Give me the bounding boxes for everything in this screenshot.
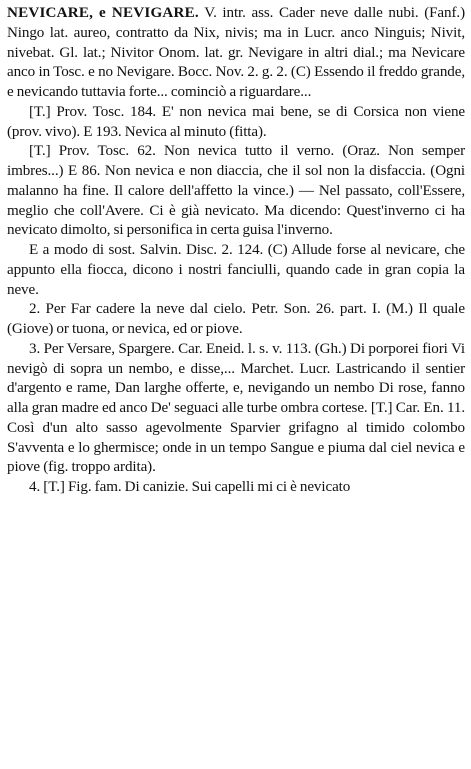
- entry-paragraph-3: [T.] Prov. Tosc. 62. Non nevica tutto il verno. (Oraz. Non semper imbres...) E 86. Non nevica e non diaccia, che il sol non la disfaccia. (Ogni malanno ha fine. Il calore dell'affetto la vince.) — Nel passato, coll'Essere, meglio che coll'Avere. Ci è già nevicato. Ma dicendo: Quest'inverno ci ha nevicato dimolto, si personifica in certa guisa l'inverno.: [7, 143, 465, 239]
- entry-sense-2: 2. Per Far cadere la neve dal cielo. Petr. Son. 26. part. I. (M.) Il quale (Giove) or tuona, or nevica, ed or piove.: [7, 301, 465, 337]
- entry-paragraph-4: E a modo di sost. Salvin. Disc. 2. 124. (C) Allude forse al nevicare, che appunto ella fiocca, dicono i nostri fanciulli, quando cade in gran copia la neve.: [7, 242, 465, 298]
- entry-sense-3: 3. Per Versare, Spargere. Car. Eneid. l. s. v. 113. (Gh.) Di porporei fiori Vi nevigò di sopra un nembo, e disse,... Marchet. Lucr. Lastricando il sentier d'argento e rame, Dan larghe offerte, e, nevigando un nembo Di rose, fanno alla gran madre ed anco De' seguaci alle turbe ombra cortese. [T.] Car. En. 11. Così d'un alto sasso agevolmente Sparvier grifagno al timido colombo S'avventa e lo ghermisce; onde in un tempo Sangue e piuma dal ciel nevica e piove (fig. troppo ardita).: [7, 340, 465, 476]
- entry-headword: NEVICARE, e NEVIGARE.: [7, 5, 199, 21]
- entry-sense-4: 4. [T.] Fig. fam. Di canizie. Sui capelli mi ci è nevicato: [29, 479, 351, 495]
- entry-definition: V. intr. ass. Cader neve dalle nubi. (Fanf.) Ningo lat. aureo, contratto da Nix, nivis; ma in Lucr. anco Ninguis; Nivit, nivebat. Gl. lat.; Nivitor Onom. lat. gr. Nevigare in altri dial.; ma Nevicare anco in Tosc. e no Nevigare. Bocc. Nov. 2. g. 2. (C) Essendo il freddo grande, e nevicando tuttavia forte... cominciò a riguardare...: [7, 5, 465, 100]
- entry-paragraph-2: [T.] Prov. Tosc. 184. E' non nevica mai bene, se di Corsica non viene (prov. vivo). E 193. Nevica al minuto (fitta).: [7, 103, 465, 140]
- entry-paragraph-1: [7, 4, 465, 103]
